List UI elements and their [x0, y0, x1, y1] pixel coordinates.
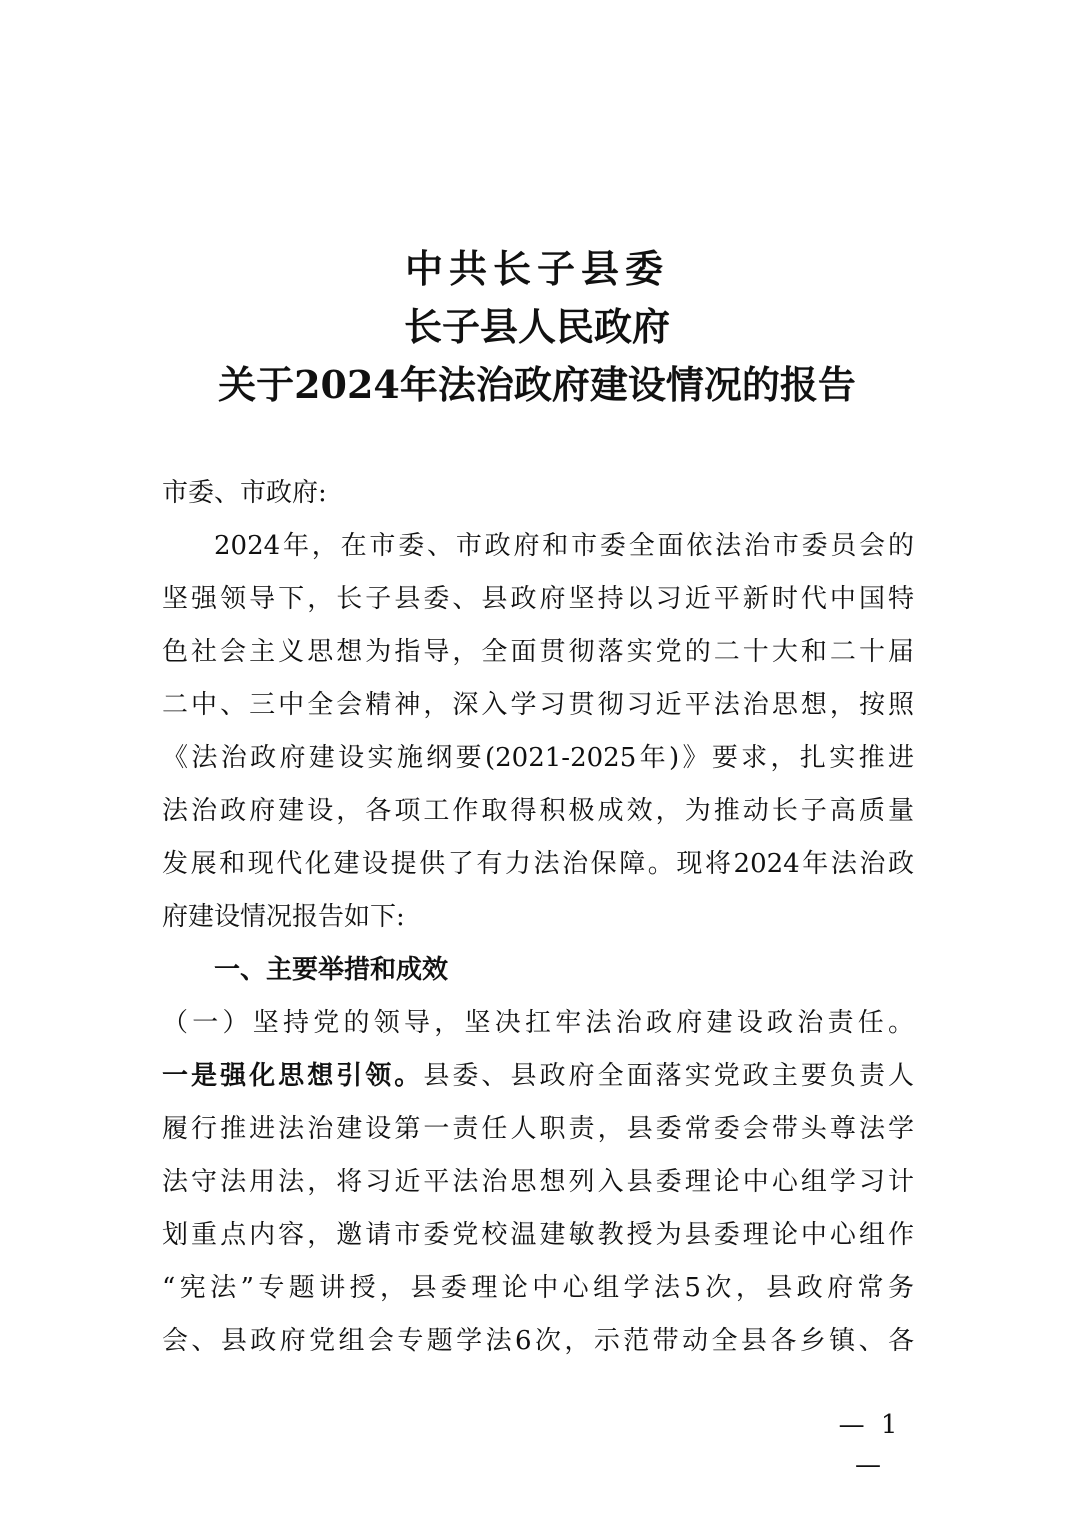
report-body	[162, 467, 914, 1368]
paragraph-line: 法守法用法，将习近平法治思想列入县委理论中心组学习计	[162, 1167, 914, 1197]
paragraph-line: 二中、三中全会精神，深入学习贯彻习近平法治思想，按照	[162, 690, 914, 720]
paragraph-line: 法治政府建设，各项工作取得积极成效，为推动长子高质量	[162, 796, 914, 826]
paragraph-line-rest: 县委、县政府全面落实党政主要负责人	[423, 1061, 914, 1091]
salutation: 市委、市政府:	[162, 478, 327, 508]
paragraph-line: 2024年，在市委、市政府和市委全面依法治市委员会的	[214, 531, 914, 561]
paragraph-line: 《法治政府建设实施纲要(2021-2025年)》要求，扎实推进	[162, 743, 914, 773]
paragraph-line: 发展和现代化建设提供了有力法治保障。现将2024年法治政	[162, 849, 914, 879]
paragraph-line: 色社会主义思想为指导，全面贯彻落实党的二十大和二十届	[162, 637, 914, 667]
title-line-1: 中共长子县委	[404, 246, 669, 291]
paragraph-line: 府建设情况报告如下:	[162, 902, 405, 932]
paragraph-line	[162, 1050, 914, 1103]
report-title	[0, 240, 1074, 414]
paragraph-line: “宪法”专题讲授，县委理论中心组学法5次，县政府常务	[162, 1273, 914, 1303]
subsection-heading: （一）坚持党的领导，坚决扛牢法治政府建设政治责任。	[162, 1008, 914, 1038]
paragraph-line: 履行推进法治建设第一责任人职责，县委常委会带头尊法学	[162, 1114, 914, 1144]
paragraph-line: 划重点内容，邀请市委党校温建敏教授为县委理论中心组作	[162, 1220, 914, 1250]
section-heading: 一、主要举措和成效	[214, 955, 449, 985]
paragraph-line: 会、县政府党组会专题学法6次，示范带动全县各乡镇、各	[162, 1326, 914, 1356]
title-line-3: 关于2024年法治政府建设情况的报告	[218, 362, 856, 407]
bold-lead-text: 一是强化思想引领。	[162, 1061, 424, 1091]
page-number: — 1 —	[838, 1410, 902, 1480]
title-line-2: 长子县人民政府	[403, 304, 670, 349]
paragraph-line: 坚强领导下，长子县委、县政府坚持以习近平新时代中国特	[162, 584, 914, 614]
